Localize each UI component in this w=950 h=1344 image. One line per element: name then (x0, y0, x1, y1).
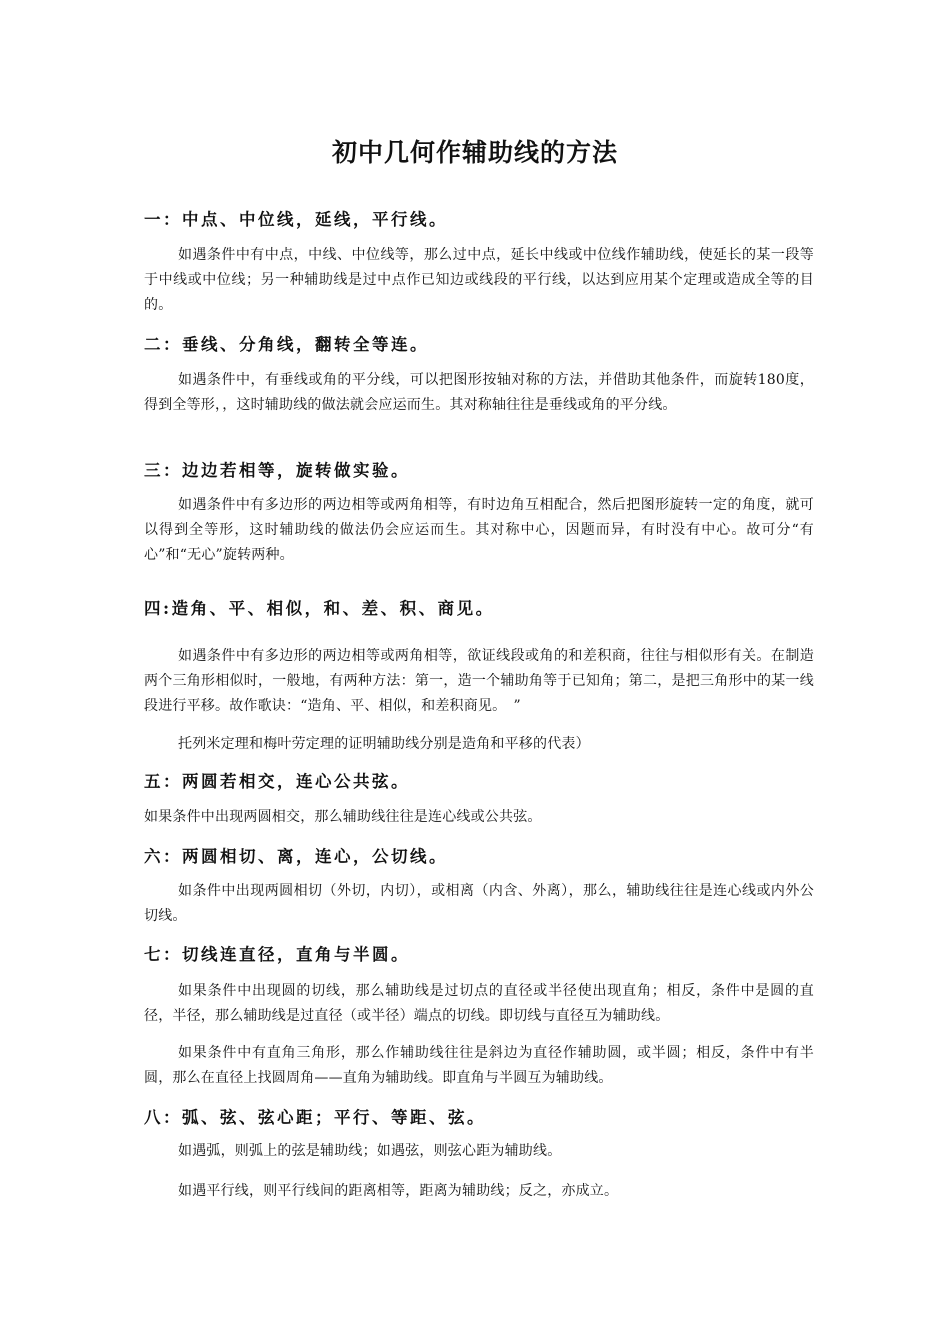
section-6-paragraph-1: 如条件中出现两圆相切（外切，内切），或相离（内含、外离），那么，辅助线往往是连心线或内外公切线。 (144, 883, 814, 924)
section-2-paragraph-1: 如遇条件中，有垂线或角的平分线，可以把图形按轴对称的方法，并借助其他条件，而旋转180度，得到全等形，，这时辅助线的做法就会应运而生。其对称轴往往是垂线或角的平分线。 (144, 372, 814, 413)
section-heading-1: 一：中点、中位线，延线，平行线。 (144, 210, 448, 229)
section-3-paragraph-1: 如遇条件中有多边形的两边相等或两角相等，有时边角互相配合，然后把图形旋转一定的角度，就可以得到全等形，这时辅助线的做法仍会应运而生。其对称中心，因题而异，有时没有中心。故可分“有心”和“无心”旋转两种。 (144, 497, 814, 563)
section-heading-3: 三：边边若相等，旋转做实验。 (144, 461, 410, 480)
section-heading-5: 五：两圆若相交，连心公共弦。 (144, 772, 410, 791)
section-1-paragraph-1: 如遇条件中有中点，中线、中位线等，那么过中点，延长中线或中位线作辅助线，使延长的某一段等于中线或中位线；另一种辅助线是过中点作已知边或线段的平行线，以达到应用某个定理或造成全等的目的。 (144, 247, 814, 313)
section-4-paragraph-2: 托列米定理和梅叶劳定理的证明辅助线分别是造角和平移的代表） (178, 736, 590, 752)
section-7-paragraph-2: 如果条件中有直角三角形，那么作辅助线往往是斜边为直径作辅助圆，或半圆；相反，条件中有半圆，那么在直径上找圆周角——直角为辅助线。即直角与半圆互为辅助线。 (144, 1045, 814, 1086)
document-title: 初中几何作辅助线的方法 (331, 138, 618, 167)
section-heading-4: 四:造角、平、相似，和、差、积、商见。 (144, 599, 495, 618)
section-heading-7: 七：切线连直径，直角与半圆。 (144, 945, 410, 964)
section-heading-8: 八：弧、弦、弦心距；平行、等距、弦。 (144, 1108, 486, 1127)
section-4-paragraph-1: 如遇条件中有多边形的两边相等或两角相等，欲证线段或角的和差积商，往往与相似形有关。在制造两个三角形相似时，一般地，有两种方法：第一，造一个辅助角等于已知角；第二，是把三角形中的某一线段进行平移。故作歌诀：“造角、平、相似，和差积商见。 ” (144, 648, 814, 714)
section-7-paragraph-1: 如果条件中出现圆的切线，那么辅助线是过切点的直径或半径使出现直角；相反，条件中是圆的直径，半径，那么辅助线是过直径（或半径）端点的切线。即切线与直径互为辅助线。 (144, 983, 814, 1024)
section-heading-6: 六：两圆相切、离，连心，公切线。 (144, 847, 448, 866)
section-heading-2: 二：垂线、分角线，翻转全等连。 (144, 335, 429, 354)
section-8-paragraph-1: 如遇弧，则弧上的弦是辅助线；如遇弦，则弦心距为辅助线。 (178, 1143, 562, 1159)
section-5-paragraph-1: 如果条件中出现两圆相交，那么辅助线往往是连心线或公共弦。 (144, 809, 542, 825)
section-8-paragraph-2: 如遇平行线，则平行线间的距离相等，距离为辅助线；反之，亦成立。 (178, 1183, 619, 1199)
